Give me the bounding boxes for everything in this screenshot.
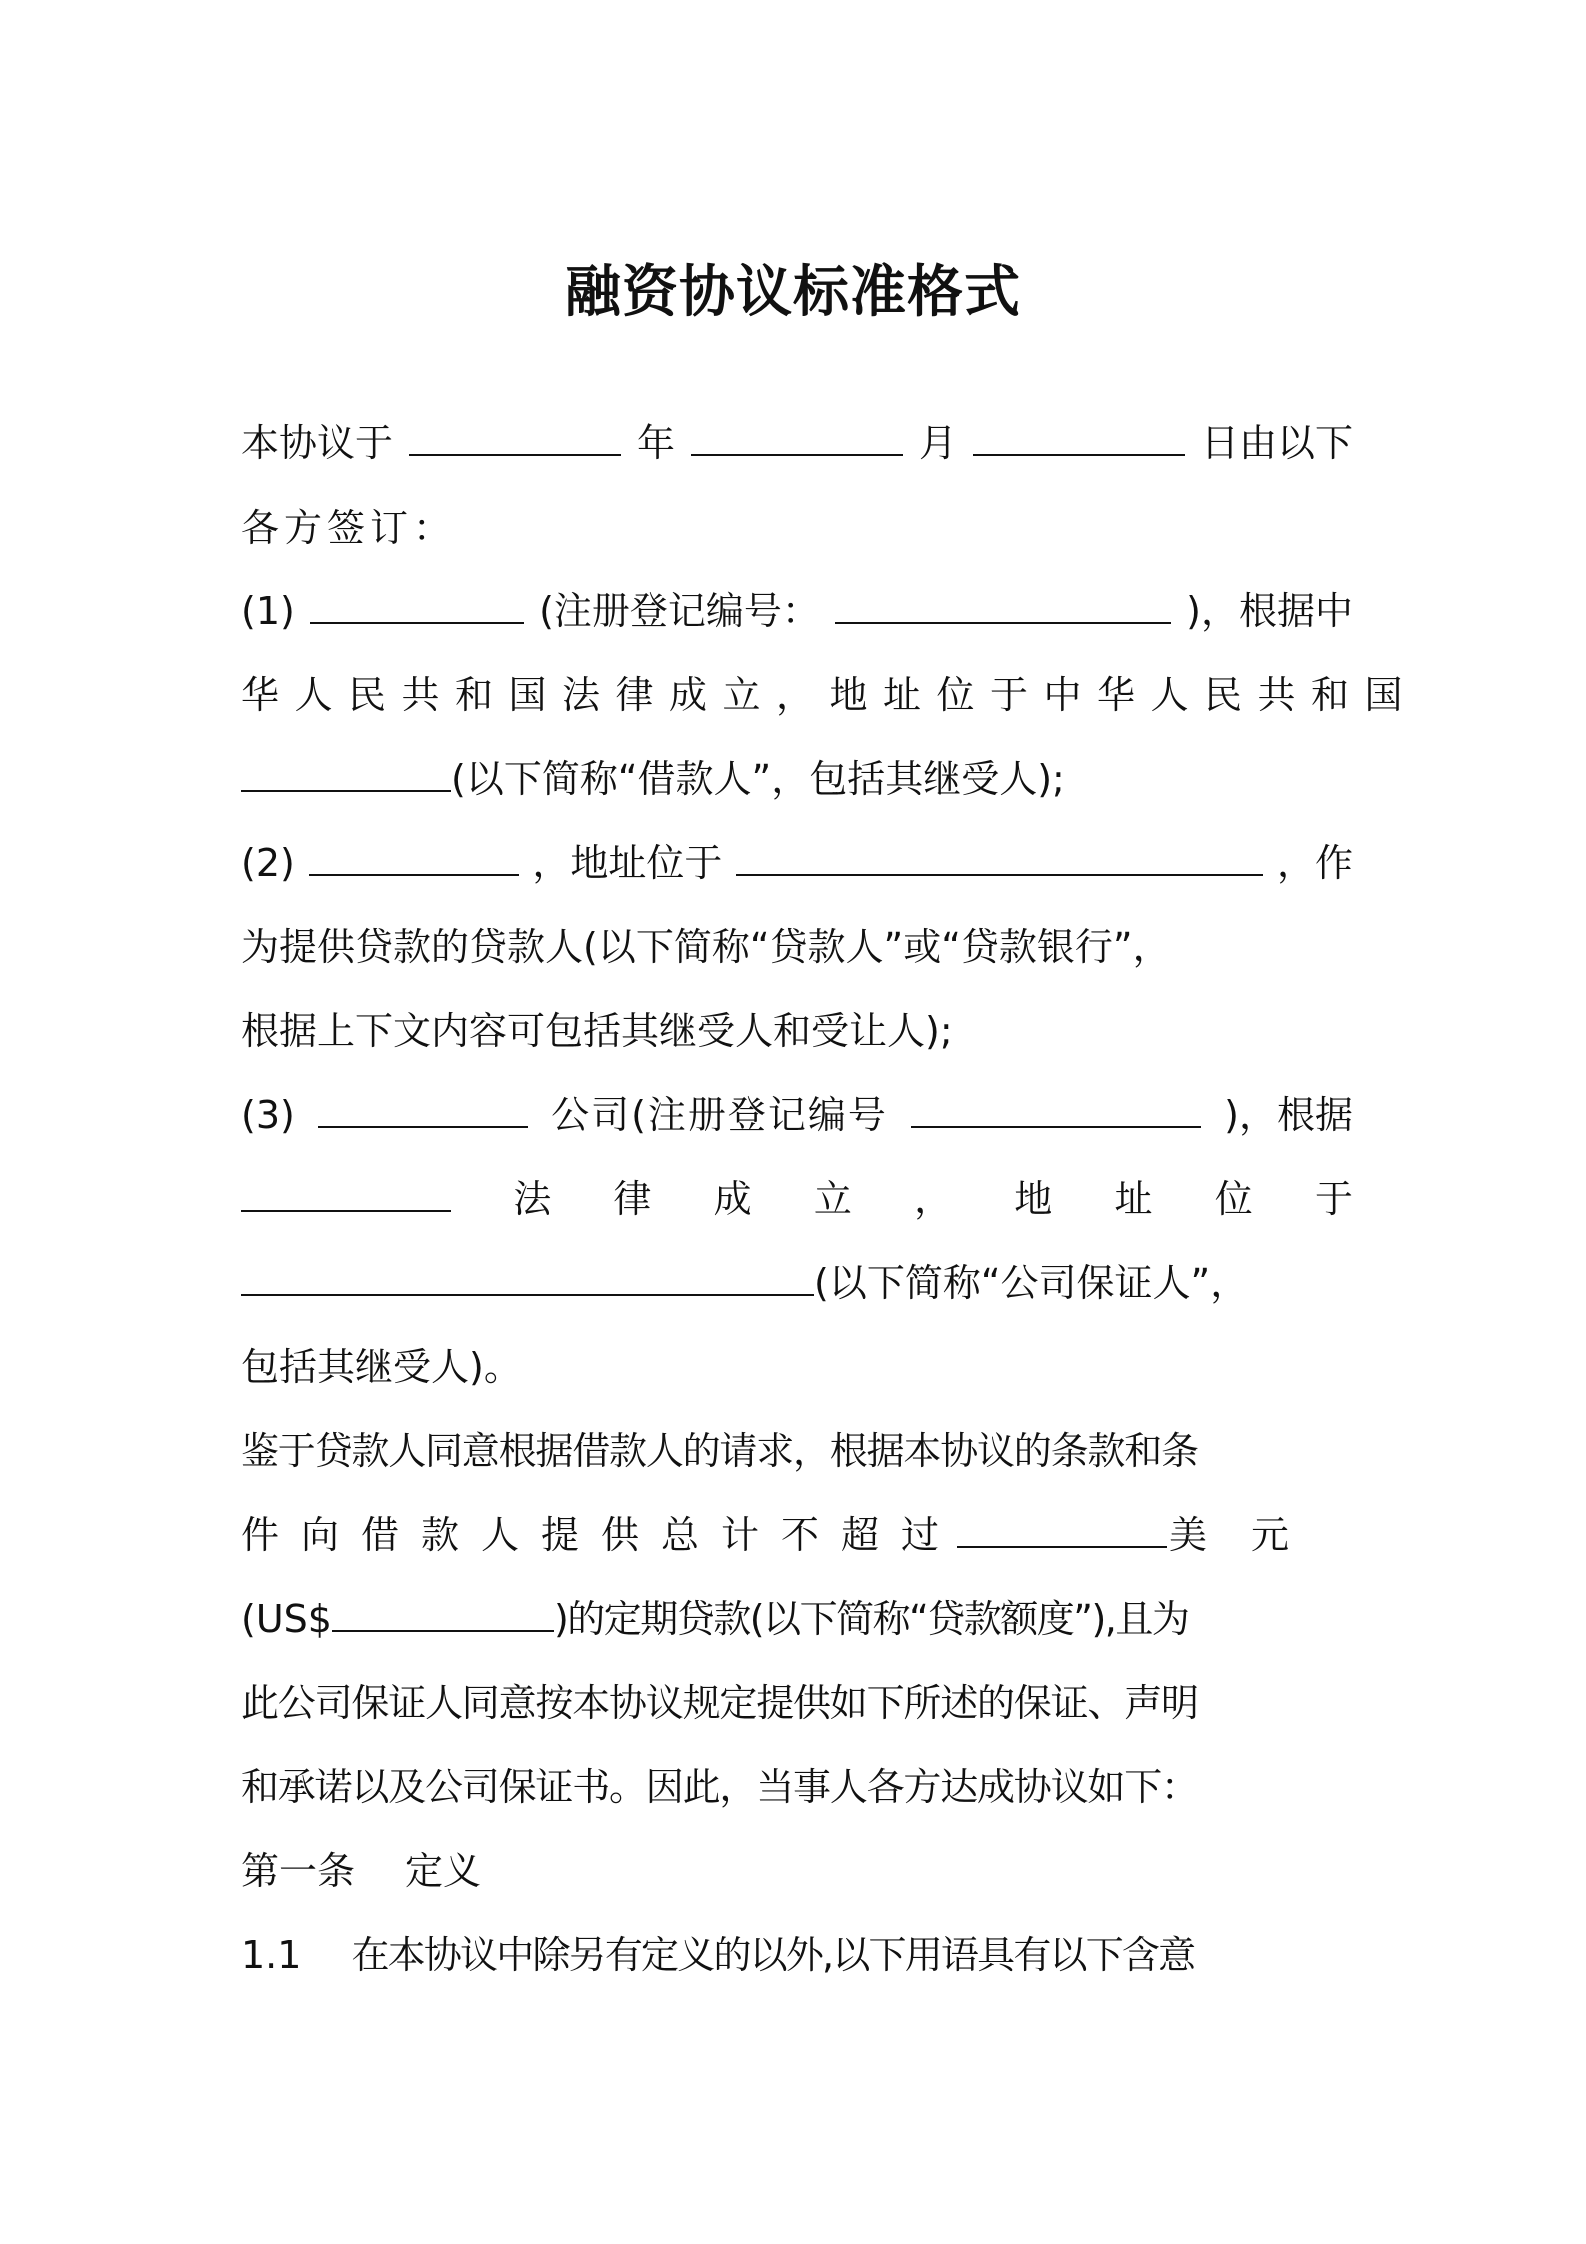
text-line: 为提供贷款的贷款人(以下简称“贷款人”或“贷款银行”， — [241, 925, 1171, 969]
text-line: 和承诺以及公司保证书。因此，当事人各方达成协议如下： — [241, 1765, 1198, 1809]
text-line: 华人民共和国法律成立，地址位于中华人民共和国 — [241, 673, 1419, 717]
article-number: 第一条 — [241, 1849, 356, 1893]
blank-field — [318, 1090, 528, 1128]
text-segment: 年 — [636, 421, 675, 465]
text-segment: 于 — [1314, 1177, 1353, 1221]
text-line: 此公司保证人同意按本协议规定提供如下所述的保证、声明 — [241, 1681, 1198, 1725]
text-segment: (以下简称“借款人”，包括其继受人); — [451, 757, 1065, 801]
blank-field-year — [409, 418, 621, 456]
text-segment: 法 — [513, 1177, 552, 1221]
text-segment: ，地址位于 — [532, 841, 723, 885]
text-segment: ，作 — [1276, 841, 1353, 885]
clause-number: 1.1 — [241, 1933, 302, 1977]
text-segment: 立 — [813, 1177, 852, 1221]
text-line — [241, 1930, 1353, 1980]
blank-field-address — [241, 1258, 814, 1296]
text-line — [241, 418, 1353, 468]
article-title: 定义 — [405, 1849, 482, 1893]
text-line: 鉴于贷款人同意根据借款人的请求，根据本协议的条款和条 — [241, 1429, 1198, 1473]
text-segment: 公司(注册登记编号 — [551, 1093, 888, 1137]
blank-field-address — [736, 838, 1263, 876]
text-segment: (2) — [241, 841, 295, 885]
text-segment: 成 — [713, 1177, 752, 1221]
blank-field — [241, 1174, 451, 1212]
blank-field-month — [691, 418, 903, 456]
text-segment: (以下简称“公司保证人”， — [814, 1261, 1249, 1305]
text-segment: )，根据 — [1224, 1093, 1353, 1137]
text-line — [241, 1258, 1353, 1308]
text-line — [241, 1594, 1353, 1644]
text-segment: 美 — [1169, 1513, 1208, 1557]
text-segment: 日由以下 — [1200, 421, 1353, 465]
text-segment: 位 — [1214, 1177, 1253, 1221]
text-line — [241, 1174, 1353, 1224]
blank-field-usd-amount — [332, 1594, 554, 1632]
blank-field-amount — [957, 1510, 1167, 1548]
section-heading — [241, 1846, 1353, 1896]
blank-field-registration-number — [911, 1090, 1201, 1128]
text-segment: )，根据中 — [1186, 589, 1353, 633]
blank-field-registration-number — [835, 586, 1171, 624]
text-segment: (1) — [241, 589, 295, 633]
text-line: 包括其继受人)。 — [241, 1345, 522, 1389]
text-segment: 在本协议中除另有定义的以外,以下用语具有以下含意 — [351, 1933, 1195, 1977]
text-line — [241, 1090, 1353, 1140]
text-segment: 地 — [1014, 1177, 1053, 1221]
blank-field-address — [241, 754, 451, 792]
text-line — [241, 586, 1353, 636]
text-segment: (US$ — [241, 1597, 332, 1641]
text-segment: (3) — [241, 1093, 295, 1137]
text-line: 各方签订： — [241, 506, 457, 550]
text-line — [241, 838, 1353, 888]
text-segment: 件向借款人提供总计不超过 — [241, 1513, 962, 1557]
text-segment: (注册登记编号： — [539, 589, 820, 633]
blank-field-day — [973, 418, 1185, 456]
text-segment: 月 — [918, 421, 957, 465]
text-segment: 本协议于 — [241, 421, 394, 465]
text-line — [241, 1510, 1353, 1560]
text-segment: ， — [914, 1177, 953, 1221]
blank-field — [310, 586, 524, 624]
text-segment: 元 — [1251, 1513, 1290, 1557]
text-segment: 律 — [613, 1177, 652, 1221]
document-title: 融资协议标准格式 — [565, 260, 1021, 325]
text-line: 根据上下文内容可包括其继受人和受让人); — [241, 1009, 953, 1053]
text-segment: 址 — [1114, 1177, 1153, 1221]
blank-field — [309, 838, 519, 876]
text-segment: )的定期贷款(以下简称“贷款额度”),且为 — [553, 1597, 1189, 1641]
text-line — [241, 754, 1353, 804]
